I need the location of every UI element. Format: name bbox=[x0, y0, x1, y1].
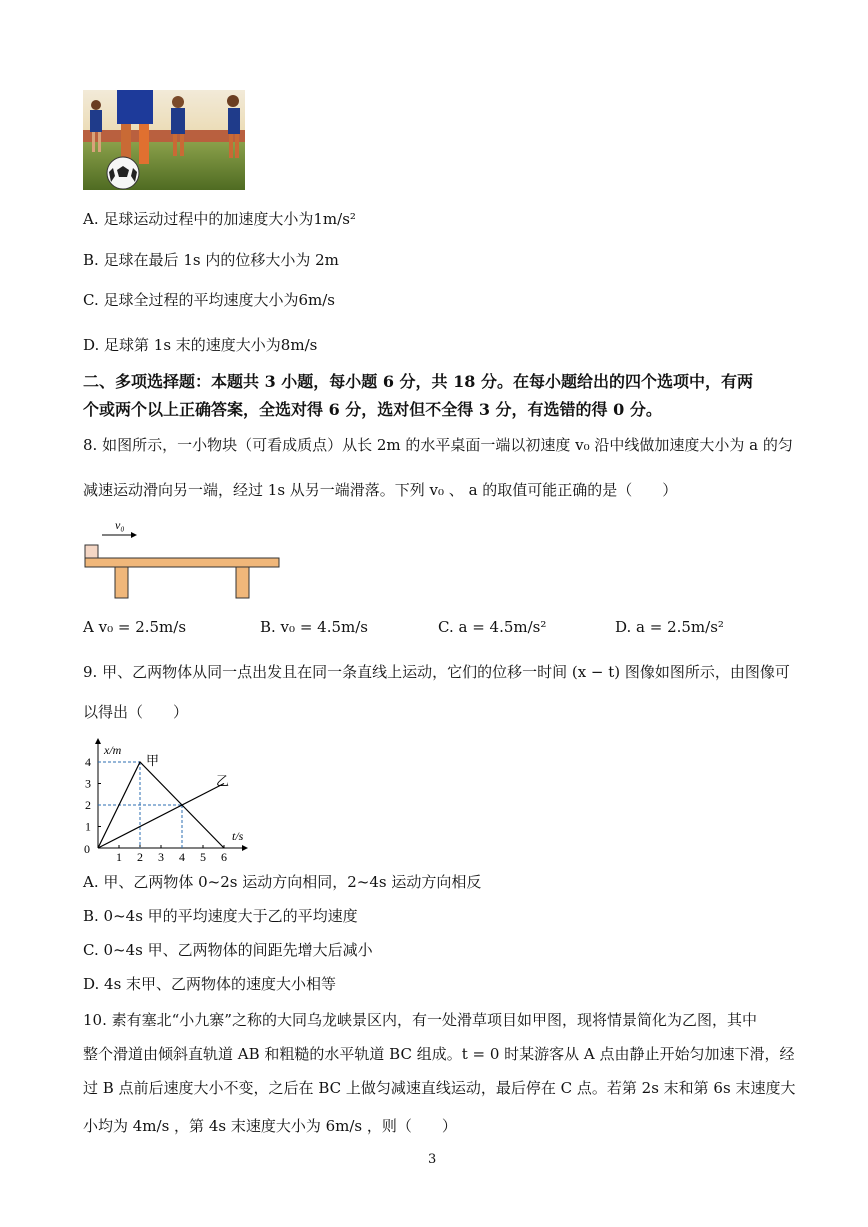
q7-option-a: A. 足球运动过程中的加速度大小为1m/s² bbox=[83, 210, 356, 228]
q8-option-a: A v₀ = 2.5m/s bbox=[83, 618, 187, 636]
x-tick-label: 3 bbox=[158, 850, 164, 863]
section-heading-line2: 个或两个以上正确答案，全选对得 6 分，选对但不全得 3 分，有选错的得 0 分。 bbox=[83, 400, 662, 419]
q9-option-c: C. 0~4s 甲、乙两物体的间距先增大后减小 bbox=[83, 941, 373, 959]
x-tick-label: 1 bbox=[116, 850, 122, 863]
y-tick-label: 1 bbox=[85, 819, 91, 834]
q8-option-d: D. a = 2.5m/s² bbox=[615, 618, 724, 636]
q10-stem-line4: 小均为 4m/s ，第 4s 末速度大小为 6m/s ，则（ ） bbox=[83, 1117, 457, 1135]
q9-option-a: A. 甲、乙两物体 0~2s 运动方向相同，2~4s 运动方向相反 bbox=[83, 873, 482, 891]
q9-option-d: D. 4s 末甲、乙两物体的速度大小相等 bbox=[83, 975, 337, 993]
q9-option-b: B. 0~4s 甲的平均速度大于乙的平均速度 bbox=[83, 907, 358, 925]
x-tick-label: 2 bbox=[137, 850, 143, 863]
y-tick-label: 3 bbox=[85, 776, 91, 791]
q7-option-d: D. 足球第 1s 末的速度大小为8m/s bbox=[83, 336, 318, 354]
y-axis-arrow bbox=[95, 738, 101, 744]
q8-option-b: B. v₀ = 4.5m/s bbox=[260, 618, 368, 636]
q9-stem-line1: 9. 甲、乙两物体从同一点出发且在同一条直线上运动，它们的位移一时间 (x − t) 图像如图所示，由图像可 bbox=[83, 663, 790, 681]
tabletop bbox=[85, 558, 279, 567]
y-tick-label: 4 bbox=[85, 755, 91, 769]
q10-stem-line1: 10. 素有塞北“小九寨”之称的大同乌龙峡景区内，有一处滑草项目如甲图，现将情景简化为乙图，其中 bbox=[83, 1011, 757, 1029]
block bbox=[85, 545, 98, 558]
x-tick-label: 4 bbox=[179, 850, 185, 863]
y-axis-label: x/m bbox=[104, 743, 122, 757]
x-tick-label: 6 bbox=[221, 850, 227, 863]
q8-option-c: C. a = 4.5m/s² bbox=[438, 618, 547, 636]
q10-stem-line2: 整个滑道由倾斜直轨道 AB 和粗糙的水平轨道 BC 组成。t = 0 时某游客从 A 点由静止开始匀加速下滑，经 bbox=[83, 1045, 795, 1063]
series-label-jia: 甲 bbox=[146, 754, 160, 769]
xt-chart bbox=[80, 728, 270, 863]
section-heading-line1: 二、多项选择题：本题共 3 小题，每小题 6 分，共 18 分。在每小题给出的四个选项中，有两 bbox=[83, 372, 753, 391]
series-label-yi: 乙 bbox=[216, 774, 230, 790]
q8-stem-line1: 8. 如图所示，一小物块（可看成质点）从长 2m 的水平桌面一端以初速度 v₀ 沿中线做加速度大小为 a 的匀 bbox=[83, 436, 793, 454]
soccer-photo bbox=[83, 90, 245, 190]
table-figure bbox=[83, 516, 283, 602]
q7-option-c: C. 足球全过程的平均速度大小为6m/s bbox=[83, 291, 335, 309]
x-axis-arrow bbox=[242, 845, 248, 851]
q7-option-b: B. 足球在最后 1s 内的位移大小为 2m bbox=[83, 251, 339, 269]
y-tick-label: 2 bbox=[85, 798, 91, 812]
q9-stem-line2: 以得出（ ） bbox=[83, 703, 189, 721]
series-line-yi bbox=[98, 784, 224, 849]
origin-label: 0 bbox=[84, 842, 90, 856]
table-leg-left bbox=[115, 567, 128, 598]
table-leg-right bbox=[236, 567, 249, 598]
q8-stem-line2: 减速运动滑向另一端，经过 1s 从另一端滑落。下列 v₀ 、 a 的取值可能正确的是（ ） bbox=[83, 481, 678, 499]
x-axis-label: t/s bbox=[232, 829, 244, 843]
page-number: 3 bbox=[428, 1152, 437, 1167]
v0-label: v₀ bbox=[115, 518, 125, 532]
x-tick-label: 5 bbox=[200, 850, 206, 863]
q10-stem-line3: 过 B 点前后速度大小不变，之后在 BC 上做匀减速直线运动，最后停在 C 点。若第 2s 末和第 6s 末速度大 bbox=[83, 1079, 796, 1097]
